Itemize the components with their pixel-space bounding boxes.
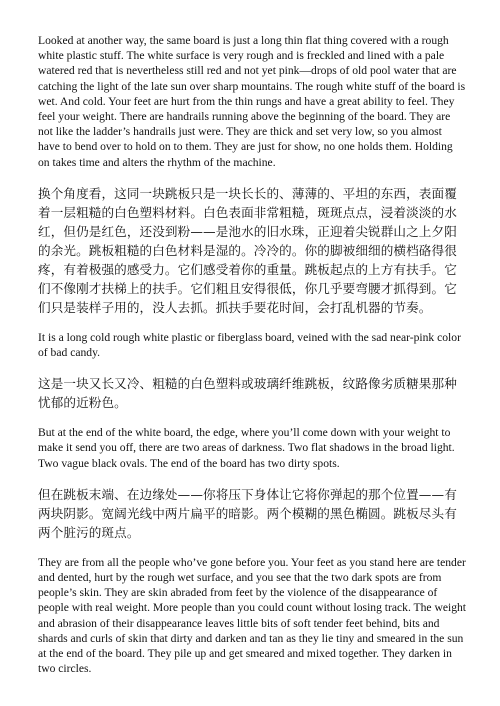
paragraph-en-2: It is a long cold rough white plastic or fiberglass board, veined with the sad near-pink color of bad candy. [38,330,461,360]
paragraph-en-1: Looked at another way, the same board is just a long thin flat thing covered with a rough white plastic stuff. The white surface is very rough and is freckled and lined with a pale watered red that is nevertheless still red and not yet pink—drops of old pool water that are catching the light of the late sun over sharp mountains. The rough white stuff of the board is wet. And cold. Your feet are hurt from the thin rungs and have a great ability to feel. They feel your weight. There are handrails running above the beginning of the board. They are not like the ladder’s handrails just were. They are thick and set very low, so you almost have to bend over to hold on to them. They are just for show, no one holds them. Holding on takes time and alters the rhythm of the machine. [38,34,466,169]
paragraph-zh-2: 这是一块又长又冷、粗糙的白色塑料或玻璃纤维跳板，纹路像劣质糖果那种忧郁的近粉色。 [38,376,457,411]
paragraph-zh-1: 换个角度看，这同一块跳板只是一块长长的、薄薄的、平坦的东西，表面覆着一层粗糙的白色塑料材料。白色表面非常粗糙，斑斑点点，浸着淡淡的水红，但仍是红色，还没到粉——是池水的旧水珠，正迎着尖锐群山之上夕阳的余光。跳板粗糙的白色材料是湿的。冷冷的。你的脚被细细的横档硌得很疼，有着极强的感受力。它们感受着你的重量。跳板起点的上方有扶手。它们不像刚才扶梯上的扶手。它们粗且安得很低，你几乎要弯腰才抓得到。它们只是装样子用的，没人去抓。抓扶手要花时间，会打乱机器的节奏。 [38,185,457,315]
paragraph-en-4: They are from all the people who’ve gone before you. Your feet as you stand here are tender and dented, hurt by the rough wet surface, and you see that the two dark spots are from people’s skin. They are skin abraded from feet by the violence of the disappearance of people with real weight. More people than you could count without losing track. The weight and abrasion of their disappearance leaves little bits of soft tender feet behind, bits and shards and curls of skin that dirty and darken and tan as they lie tiny and smeared in the sun at the end of the board. They pile up and get smeared and mixed together. They darken in two circles. [38,555,467,676]
paragraph-zh-3: 但在跳板末端、在边缘处——你将压下身体让它将你弹起的那个位置——有两块阴影。宽阔光线中两片扁平的暗影。两个模糊的黑色椭圆。跳板尽头有两个脏污的斑点。 [38,486,457,540]
paragraph-en-3: But at the end of the white board, the edge, where you’ll come down with your weight to make it send you off, there are two areas of darkness. Two flat shadows in the broad light. Two vague black ovals. The end of the board has two dirty spots. [38,426,455,470]
document-page [38,33,466,690]
